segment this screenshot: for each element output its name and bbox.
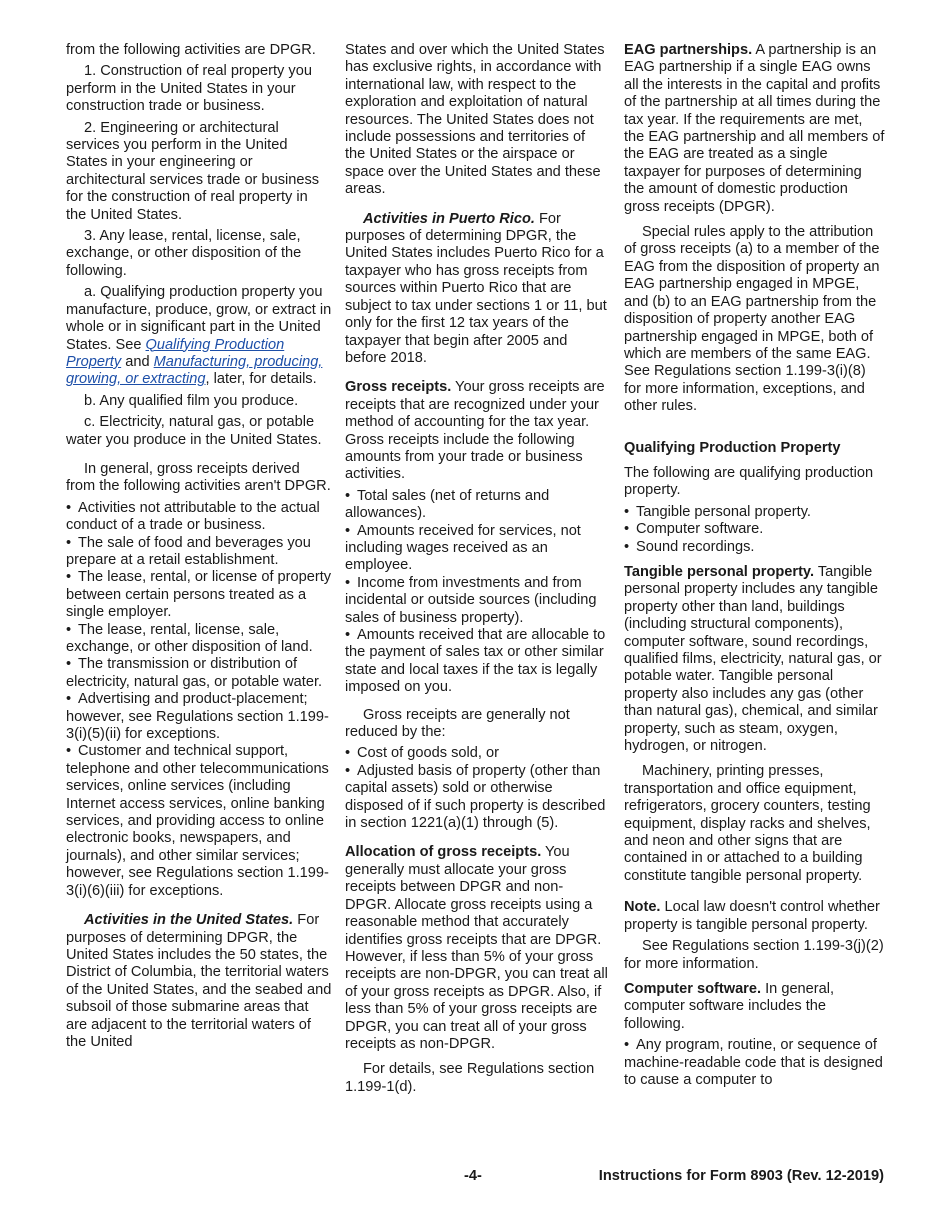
bullet-icon: • <box>345 522 351 539</box>
run-in-heading: EAG partnerships. <box>624 42 753 58</box>
paragraph: Tangible personal property. Tangible personal property includes any tangible property other than land, buildings (including structural components), computer software, sound recordings, qualified films, electricity, natural gas, or potable water. Tangible personal property also includes any gas (other than natural gas), chemical, and similar property, such as steam, oxygen, hydrogen, or nitrogen. <box>624 563 882 755</box>
bullet-item: • Any program, routine, or sequence of machine-readable code that is designed to cause a computer to <box>624 1037 883 1088</box>
paragraph: For details, see Regulations section 1.199-1(d). <box>345 1061 595 1095</box>
bullet-item: • Advertising and product-placement; however, see Regulations section 1.199-3(i)(5)(ii) for exceptions. <box>66 691 329 743</box>
paragraph: Gross receipts are generally not reduced by the: <box>345 706 570 741</box>
note-paragraph: Note. Local law doesn't control whether property is tangible personal property. <box>624 899 880 933</box>
bullet-icon: • <box>66 569 72 586</box>
bullet-item: • Amounts received that are allocable to the payment of sales tax or other similar state and local taxes if the tax is legally imposed on you. <box>345 627 606 696</box>
bullet-item: • The lease, rental, or license of property between certain persons treated as a single employer. <box>66 569 332 621</box>
bullet-item: • Tangible personal property. <box>624 503 811 520</box>
bullet-icon: • <box>345 627 351 643</box>
column-right <box>624 42 886 1089</box>
run-in-heading: Allocation of gross receipts. <box>345 844 542 861</box>
bullet-icon: • <box>345 762 351 779</box>
qualifying-production-property-link[interactable]: Qualifying Production Property <box>66 336 285 370</box>
bullet-list <box>624 504 886 556</box>
bullet-item: • Income from investments and from incidental or outside sources (including sales of business property). <box>345 574 597 626</box>
bullet-icon: • <box>66 621 72 638</box>
list-item: 1. Construction of real property you perform in the United States in your construction trade or business. <box>66 63 312 115</box>
paragraph: In general, gross receipts derived from the following activities aren't DPGR. <box>66 460 331 495</box>
bullet-item: • The sale of food and beverages you prepare at a retail establishment. <box>66 534 311 568</box>
list-item: b. Any qualified film you produce. <box>84 392 299 409</box>
run-in-heading: Note. <box>624 899 661 916</box>
bullet-item: • Customer and technical support, telephone and other telecommunications services, online services (including Internet access services, online banking services, and providing access to online electronic books, newspapers, and journals), and other similar services; however, see Regulations section 1.199-3(i)(6)(iii) for exceptions. <box>66 743 329 899</box>
page-footer <box>0 1168 950 1188</box>
bullet-item: • Adjusted basis of property (other than capital assets) sold or otherwise disposed of if such property is described in section 1221(a)(1) through (5). <box>345 762 606 832</box>
paragraph: Activities in Puerto Rico. For purposes of determining DPGR, the United States includes Puerto Rico for a taxpayer who has gross receipts from sources within Puerto Rico that are subject to tax under sections 1 or 11, but only for the first 12 tax years of the taxpayer that begin after 2005 and before 2018. <box>345 210 607 366</box>
form-title: Instructions for Form 8903 (Rev. 12-2019) <box>598 1168 884 1184</box>
bullet-icon: • <box>345 487 351 504</box>
bullet-icon: • <box>624 521 630 538</box>
paragraph: Machinery, printing presses, transportation and office equipment, refrigerators, grocery counters, testing equipment, display racks and shelves, and neon and other signs that are contained in or attached to a building constitute tangible personal property. <box>624 763 871 884</box>
paragraph: EAG partnerships. A partnership is an EAG partnership if a single EAG owns all the interests in the capital and profits of the partnership at all times during the tax year. If the requirements are met, the EAG partnership and all members of the EAG are treated as a single taxpayer for purposes of determining the amount of domestic production gross receipts (DPGR). <box>624 42 885 215</box>
bullet-icon: • <box>624 538 630 555</box>
paragraph: from the following activities are DPGR. <box>66 42 316 58</box>
bullet-item: • Cost of goods sold, or <box>345 745 499 762</box>
manufacturing-link[interactable]: Manufacturing, producing, growing, or extracting <box>66 353 323 388</box>
paragraph: Computer software. In general, computer software includes the following. <box>624 980 835 1032</box>
paragraph: States and over which the United States has exclusive rights, in accordance with international law, with respect to the exploration and exploitation of natural resources. The United States does not include possessions and territories of the United States or the airspace or space over the United States and these areas. <box>345 42 605 198</box>
paragraph: The following are qualifying production property. <box>624 464 874 499</box>
bullet-icon: • <box>345 745 351 762</box>
run-in-heading: Gross receipts. <box>345 379 452 396</box>
bullet-icon: • <box>66 691 72 708</box>
bullet-icon: • <box>66 743 72 760</box>
paragraph: See Regulations section 1.199-3(j)(2) for more information. <box>624 938 884 972</box>
column-left <box>66 42 332 1055</box>
bullet-item: • Amounts received for services, not including wages received as an employee. <box>345 522 581 574</box>
list-item: a. Qualifying production property you manufacture, produce, grow, or extract in whole or in significant part in the United States. See Qualifying Production Property and Manufacturing, producing, growing, or extracting, later, for details. <box>66 284 332 388</box>
bullet-item: • The transmission or distribution of electricity, natural gas, or potable water. <box>66 656 323 690</box>
bullet-icon: • <box>66 534 72 551</box>
run-in-heading: Computer software. <box>624 980 762 997</box>
run-in-heading: Tangible personal property. <box>624 563 815 580</box>
page-number: -4- <box>464 1168 482 1184</box>
list-item: 2. Engineering or architectural services you perform in the United States in your engineering or architectural services trade or business for the construction of real property in the United States. <box>66 119 320 223</box>
paragraph: Special rules apply to the attribution of gross receipts (a) to a member of the EAG from the disposition of property an EAG partnership engaged in MPGE, and (b) to an EAG partnership from the disposition of property another EAG partnership engaged in MPGE, both of which are members of the same EAG. See Regulations section 1.199-3(i)(8) for more information, exceptions, and other rules. <box>624 224 880 415</box>
bullet-item: • Computer software. <box>624 521 764 538</box>
bullet-item: • Total sales (net of returns and allowances). <box>345 487 550 522</box>
bullet-item: • Activities not attributable to the actual conduct of a trade or business. <box>66 499 320 534</box>
bullet-list <box>66 500 332 900</box>
run-in-heading: Activities in the United States. <box>84 912 294 929</box>
paragraph: Allocation of gross receipts. You generally must allocate your gross receipts between DPGR and non-DPGR. Allocate gross receipts using a reasonable method that accurately identifies gross receipts that are DPGR. However, if less than 5% of your gross receipts are non-DPGR, you can treat all of your gross receipts as DPGR. Also, if less than 5% of your gross receipts are DPGR, you can treat all of your gross receipts as non-DPGR. <box>345 844 608 1052</box>
paragraph: Gross receipts. Your gross receipts are receipts that are recognized under your method of accounting for the tax year. Gross receipts include the following amounts from your trade or business activities. <box>345 379 605 483</box>
bullet-list <box>345 488 609 697</box>
bullet-icon: • <box>624 1037 630 1054</box>
list-item: 3. Any lease, rental, license, sale, exchange, or other disposition of the following. <box>66 228 302 279</box>
bullet-item: • The lease, rental, license, sale, exchange, or other disposition of land. <box>66 621 313 655</box>
paragraph: Activities in the United States. For purposes of determining DPGR, the United States includes the 50 states, the District of Columbia, the territorial waters of the United States, and the seabed and subsoil of those submarine areas that are adjacent to the territorial waters of the United <box>66 912 332 1050</box>
bullet-icon: • <box>66 656 72 673</box>
bullet-icon: • <box>66 499 72 516</box>
bullet-list <box>345 745 609 832</box>
section-heading: Qualifying Production Property <box>624 439 841 456</box>
bullet-icon: • <box>345 574 351 591</box>
bullet-icon: • <box>624 503 630 520</box>
list-item: c. Electricity, natural gas, or potable water you produce in the United States. <box>66 414 322 448</box>
run-in-heading: Activities in Puerto Rico. <box>363 210 535 227</box>
column-middle <box>345 42 609 1100</box>
bullet-item: • Sound recordings. <box>624 538 755 555</box>
